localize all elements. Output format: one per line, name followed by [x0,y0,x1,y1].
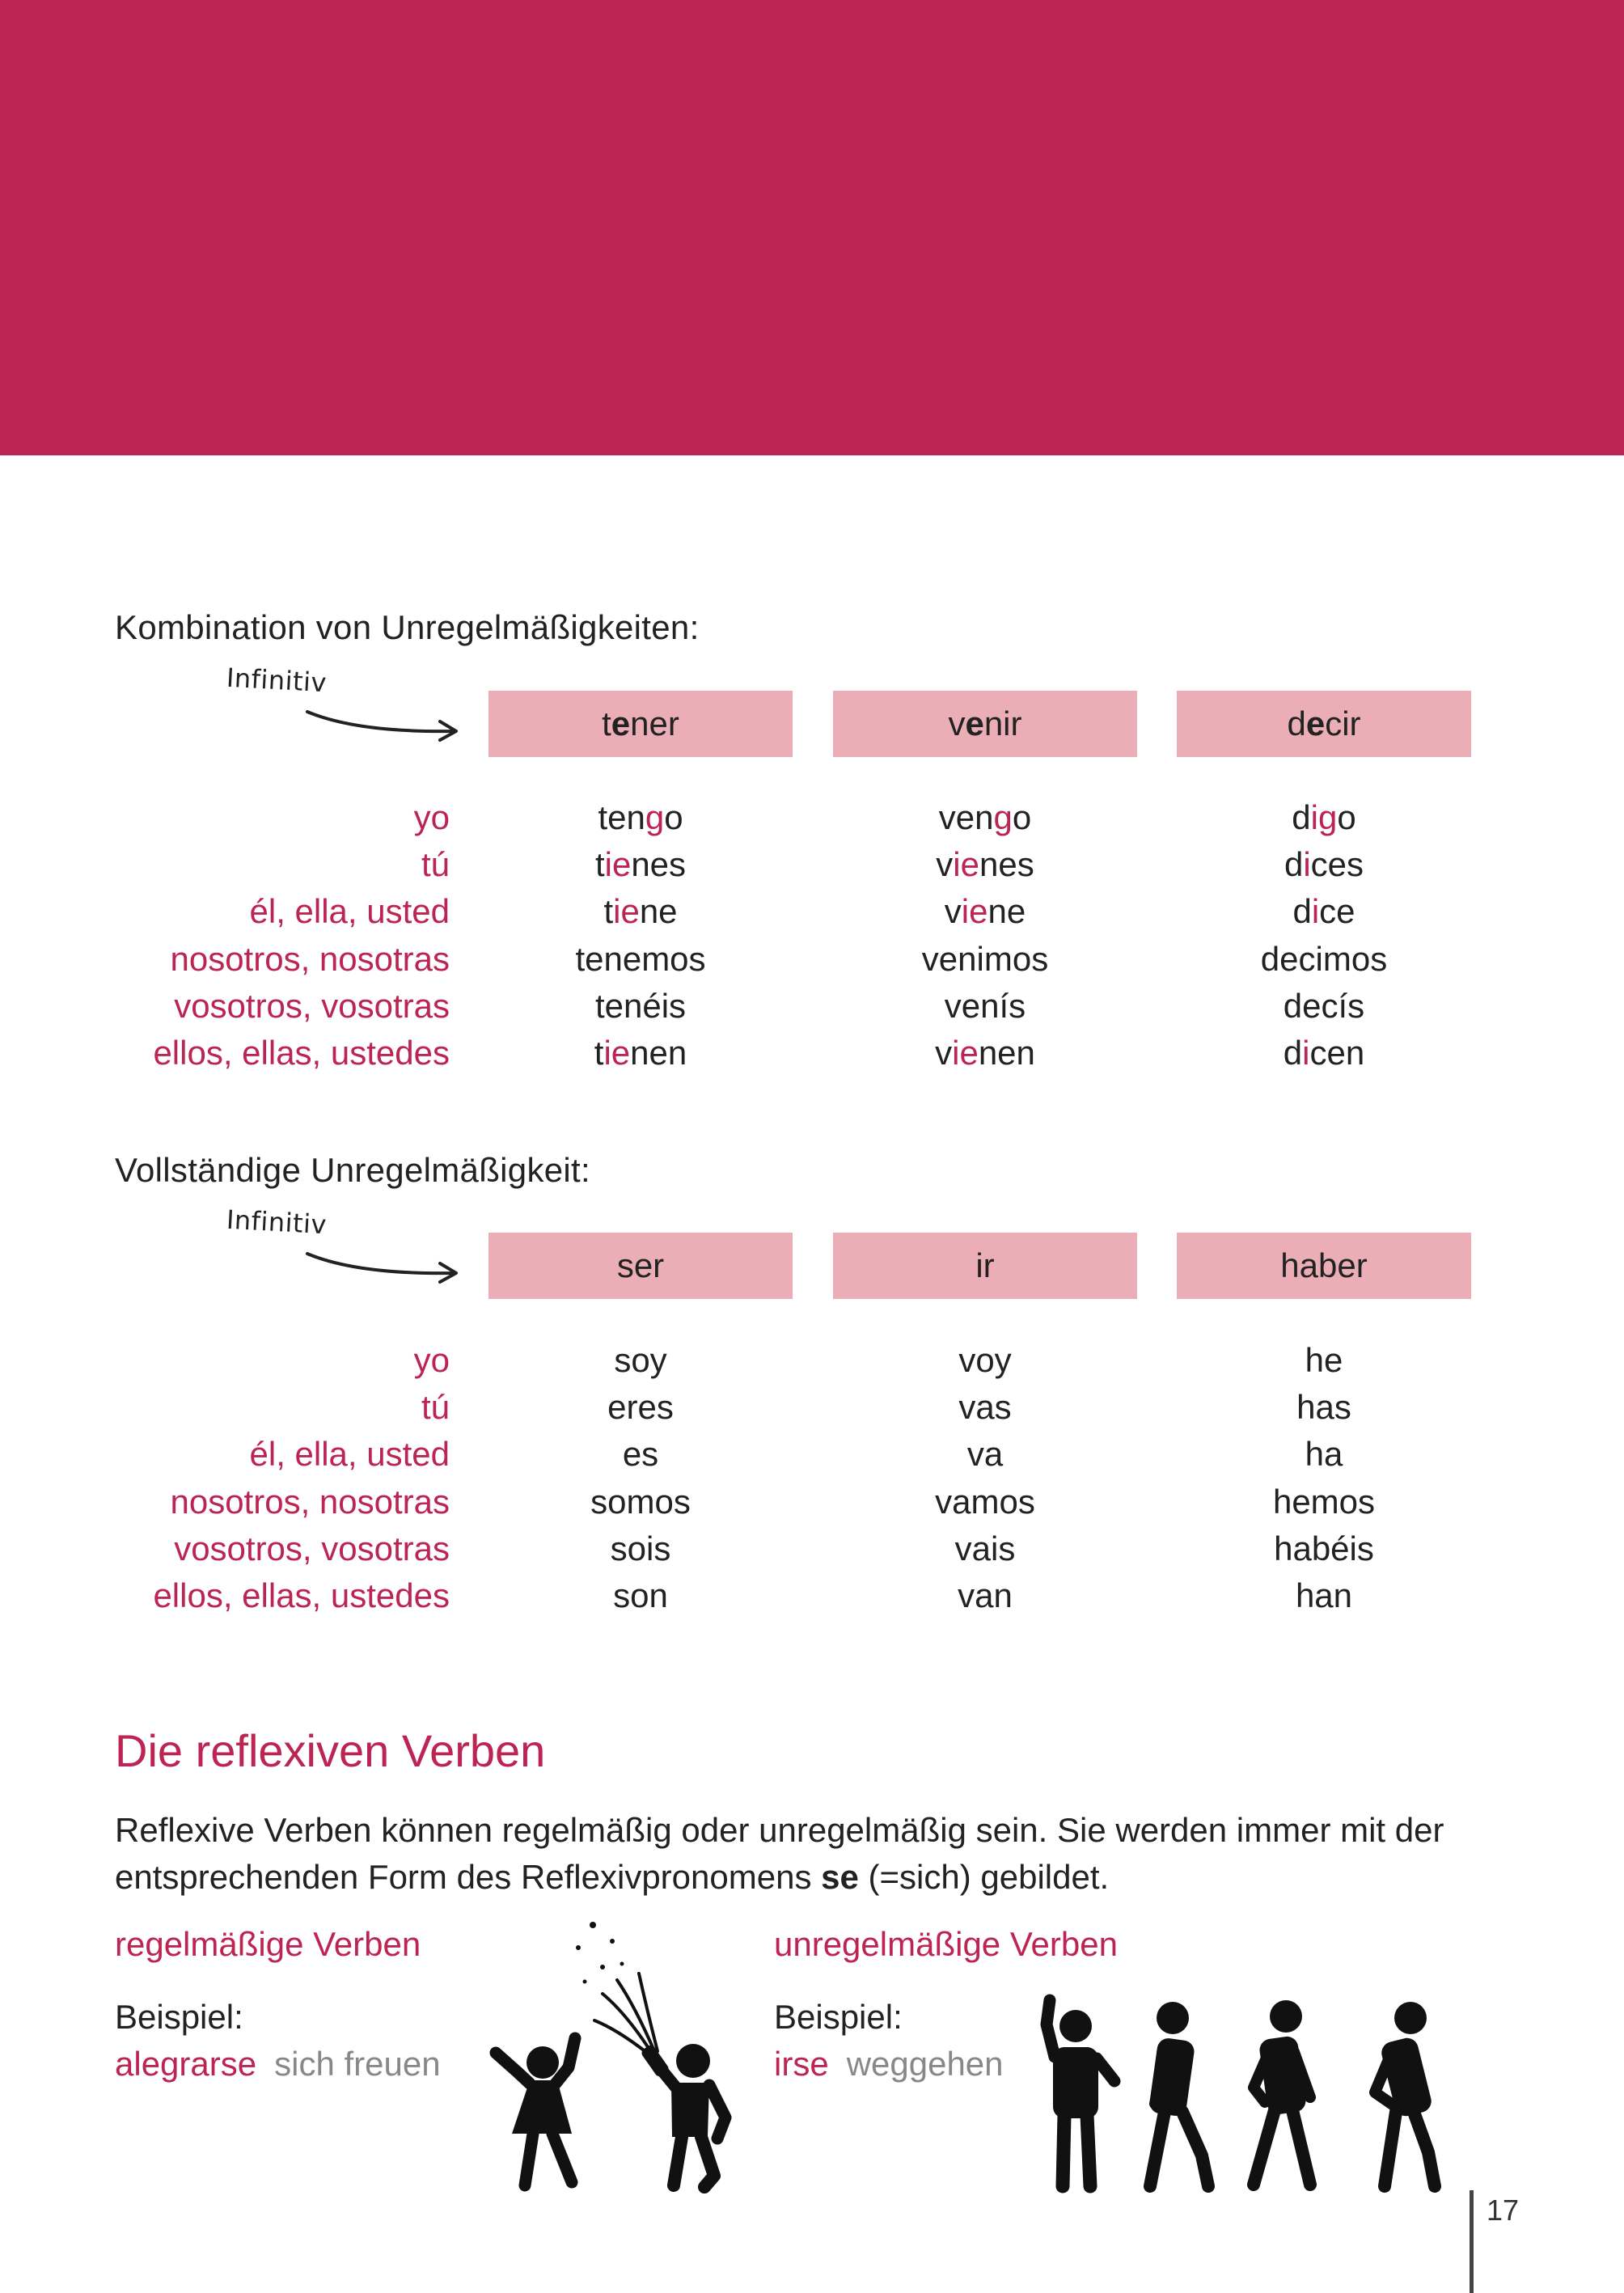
irregular-example [774,2045,1004,2084]
irregular-verbs-heading: unregelmäßige Verben [774,1925,1118,1963]
pronoun: él, ella, usted [249,1435,450,1474]
table1-forms-verb-3 [1177,794,1471,1077]
word-part: haber [1280,1246,1368,1284]
paragraph-text: entsprechenden Form des Reflexivpronomens [115,1858,822,1896]
conjugated-form [833,1337,1137,1384]
conjugated-form [833,1572,1137,1619]
conjugated-form [488,1030,793,1077]
section-title: Die reflexiven Verben [115,1725,546,1776]
paragraph-text: (=sich) gebildet. [858,1858,1110,1896]
conjugated-form [833,888,1137,935]
word-part: venimos [921,939,1049,978]
example-verb: irse [774,2045,829,2083]
irregular-part: i [1302,1033,1310,1072]
table2-forms-verb-1 [488,1337,793,1619]
conjugated-form [1177,888,1471,935]
word-part: voy [958,1341,1012,1379]
conjugated-form [833,936,1137,983]
table1-forms-verb-1 [488,794,793,1077]
word-part: ner [630,704,679,742]
conjugated-form [488,936,793,983]
irregular-part: ie [604,845,632,884]
word-part: ces [1310,845,1364,884]
irregular-part: g [645,798,665,836]
word-part: ir [975,1246,995,1284]
table1-infinitive-note: Infinitiv [226,662,328,699]
conjugated-form [488,983,793,1030]
table1-header-verb-2 [833,691,1137,757]
arrow-icon [301,694,463,751]
conjugated-form [488,1479,793,1525]
table2-header-verb-2 [833,1233,1137,1299]
word-part: d [1292,798,1311,836]
word-part: d [1284,845,1304,884]
word-part: sois [610,1529,671,1567]
page-number: 17 [1487,2194,1520,2227]
irregular-part: ie [961,892,988,931]
irregular-example-label: Beispiel: [774,1998,903,2036]
irregular-part: i [1311,892,1320,931]
conjugated-form [1177,1572,1471,1619]
conjugated-form [1177,983,1471,1030]
word-part: ne [639,892,678,931]
conjugated-form [1177,794,1471,841]
conjugated-form [1177,1030,1471,1077]
word-part: eres [607,1388,674,1427]
table2-header-verb-1 [488,1233,793,1299]
word-part: t [603,892,614,931]
stem-vowel: e [611,704,631,742]
table1-header-verb-1 [488,691,793,757]
word-part: v [944,892,962,931]
paragraph-line: Reflexive Verben können regelmäßig oder unregelmäßig sein. Sie werden immer mit der [115,1811,1444,1849]
conjugated-form [488,1572,793,1619]
section-paragraph [115,1807,1506,1901]
word-part: nen [630,1033,687,1072]
word-part: d [1292,892,1312,931]
word-part: va [966,1435,1004,1474]
irregular-part: ie [953,845,979,884]
conjugated-form [488,1384,793,1431]
irregular-part: ie [613,892,640,931]
word-part: soy [614,1341,667,1379]
table1-intro: Kombination von Unregelmäßigkeiten: [115,608,700,646]
stem-vowel: e [1305,704,1326,742]
conjugated-form [833,794,1137,841]
word-part: es [622,1435,659,1474]
conjugated-form [833,1479,1137,1525]
word-part: nes [631,845,687,884]
word-part: ne [988,892,1026,931]
word-part: he [1305,1341,1343,1379]
word-part: d [1287,704,1306,742]
word-part: hemos [1272,1482,1376,1521]
word-part: cir [1325,704,1361,742]
conjugated-form [488,1337,793,1384]
pronoun: yo [413,798,450,836]
conjugated-form [488,1431,793,1478]
word-part: o [1012,798,1032,836]
conjugated-form [1177,1337,1471,1384]
word-part: somos [590,1482,691,1521]
table1-pronouns [97,794,450,1077]
conjugated-form [488,794,793,841]
walking-away-people-icon [1035,1994,1448,2196]
example-verb: alegrarse [115,2045,257,2083]
pronoun: vosotros, vosotras [174,986,450,1025]
conjugated-form [488,841,793,888]
conjugated-form [833,1431,1137,1478]
word-part: decimos [1260,939,1388,978]
pronoun: nosotros, nosotras [170,1482,450,1521]
conjugated-form [1177,1525,1471,1572]
word-part: decís [1283,986,1365,1025]
pronoun: él, ella, usted [249,892,450,931]
regular-example [115,2045,441,2084]
table2-intro: Vollständige Unregelmäßigkeit: [115,1151,590,1189]
conjugated-form [488,888,793,935]
word-part: t [594,1033,604,1072]
word-part: ce [1319,892,1355,931]
conjugated-form [1177,1479,1471,1525]
pronoun: yo [413,1341,450,1379]
pronoun: ellos, ellas, ustedes [153,1576,450,1614]
example-translation: sich freuen [274,2045,441,2083]
word-part: o [1337,798,1356,836]
celebration-people-icon [473,1917,740,2196]
example-translation: weggehen [846,2045,1004,2083]
word-part: venís [944,986,1026,1025]
word-part: nes [979,845,1034,884]
word-part: d [1283,1033,1303,1072]
word-part: t [594,845,605,884]
word-part: tenemos [575,939,706,978]
word-part: v [935,1033,953,1072]
pronoun: tú [421,1388,450,1427]
irregular-part: i [1303,845,1311,884]
word-part: ser [616,1246,665,1284]
word-part: vas [958,1388,1012,1427]
conjugated-form [1177,1384,1471,1431]
word-part: nir [983,704,1022,742]
word-part: nen [978,1033,1035,1072]
irregular-part: ig [1310,798,1338,836]
table1-forms-verb-2 [833,794,1137,1077]
word-part: cen [1309,1033,1365,1072]
word-part: tenéis [594,986,687,1025]
word-part: has [1296,1388,1351,1427]
word-part: van [958,1576,1013,1614]
pronoun: nosotros, nosotras [170,939,450,978]
word-part: o [664,798,683,836]
conjugated-form [833,1525,1137,1572]
conjugated-form [833,1030,1137,1077]
word-part: vais [954,1529,1016,1567]
regular-verbs-heading: regelmäßige Verben [115,1925,421,1963]
word-part: ha [1305,1435,1343,1474]
irregular-part: ie [952,1033,979,1072]
table2-forms-verb-2 [833,1337,1137,1619]
table2-infinitive-note: Infinitiv [226,1204,328,1241]
arrow-icon [301,1236,463,1292]
word-part: v [948,704,966,742]
table2-pronouns [97,1337,450,1619]
conjugated-form [833,983,1137,1030]
conjugated-form [1177,1431,1471,1478]
word-part: habéis [1274,1529,1374,1567]
word-part: han [1295,1576,1353,1614]
word-part: vamos [935,1482,1035,1521]
conjugated-form [1177,936,1471,983]
word-part: t [602,704,611,742]
regular-example-label: Beispiel: [115,1998,243,2036]
table2-header-verb-3 [1177,1233,1471,1299]
irregular-part: ie [603,1033,631,1072]
table1-header-verb-3 [1177,691,1471,757]
paragraph-line [115,1854,1506,1901]
word-part: son [613,1576,668,1614]
word-part: v [936,845,954,884]
page-number-divider [1470,2190,1474,2293]
conjugated-form [1177,841,1471,888]
chapter-header-band [0,0,1624,455]
irregular-part: g [993,798,1013,836]
conjugated-form [833,1384,1137,1431]
word-part: ten [598,798,645,836]
table2-forms-verb-3 [1177,1337,1471,1619]
word-part: ven [938,798,994,836]
conjugated-form [833,841,1137,888]
pronoun: vosotros, vosotras [174,1529,450,1567]
pronoun: ellos, ellas, ustedes [153,1033,450,1072]
conjugated-form [488,1525,793,1572]
reflexive-pronoun: se [821,1858,859,1896]
stem-vowel: e [965,704,984,742]
pronoun: tú [421,845,450,884]
